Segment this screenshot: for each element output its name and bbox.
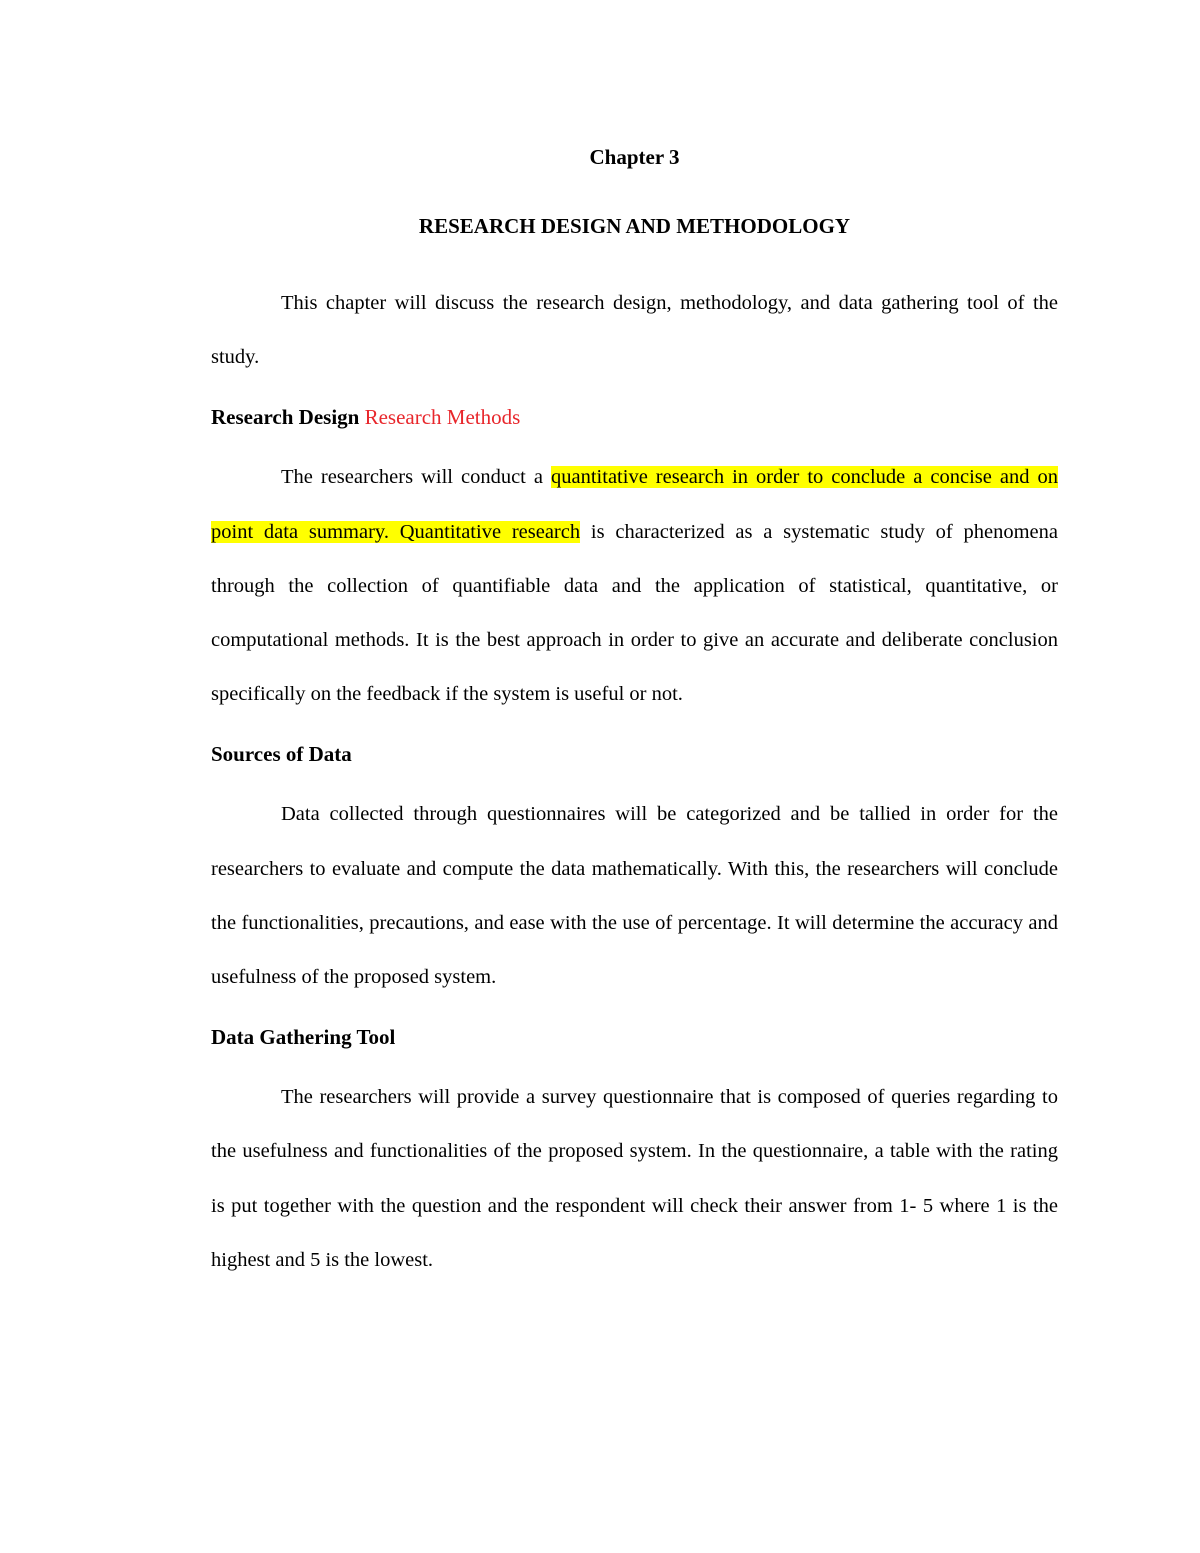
intro-paragraph: This chapter will discuss the research design, methodology, and data gathering tool of the study. <box>211 292 1058 369</box>
research-design-heading-text: Research Design <box>211 405 360 430</box>
chapter-title: Chapter 3 <box>589 145 680 169</box>
research-design-paragraph-start: The researchers will conduct a <box>281 466 552 489</box>
sources-of-data-heading: Sources of Data <box>211 742 352 767</box>
research-methods-annotation: Research Methods <box>364 405 521 430</box>
main-title: RESEARCH DESIGN AND METHODOLOGY <box>418 214 851 238</box>
research-design-paragraph-end: is characterized as a systematic study of phenomena through the collection of quantifiable data and the application of statistical, quantitative, or computational methods. It is the best approach in order to give an accurate and deliberate conclusion specifically on the feedback if the system is useful or not. <box>211 520 1058 706</box>
data-gathering-tool-paragraph: The researchers will provide a survey questionnaire that is composed of queries regarding to the usefulness and functionalities of the proposed system. In the questionnaire, a table with the rating is put together with the question and the respondent will check their answer from 1- 5 where 1 is the highest and 5 is the lowest. <box>211 1086 1058 1271</box>
research-design-paragraph <box>211 450 1058 721</box>
sources-of-data-paragraph: Data collected through questionnaires will be categorized and be tallied in order for the researchers to evaluate and compute the data mathematically. With this, the researchers will conclude the functionalities, precautions, and ease with the use of percentage. It will determine the accuracy and usefulness of the proposed system. <box>211 803 1058 989</box>
highlighted-text: quantitative research in order to conclude a concise and on point data summary. Quantitative research <box>211 466 1059 543</box>
research-design-heading <box>211 398 1058 436</box>
document-body <box>211 138 1058 1287</box>
data-gathering-tool-heading: Data Gathering Tool <box>211 1025 396 1050</box>
